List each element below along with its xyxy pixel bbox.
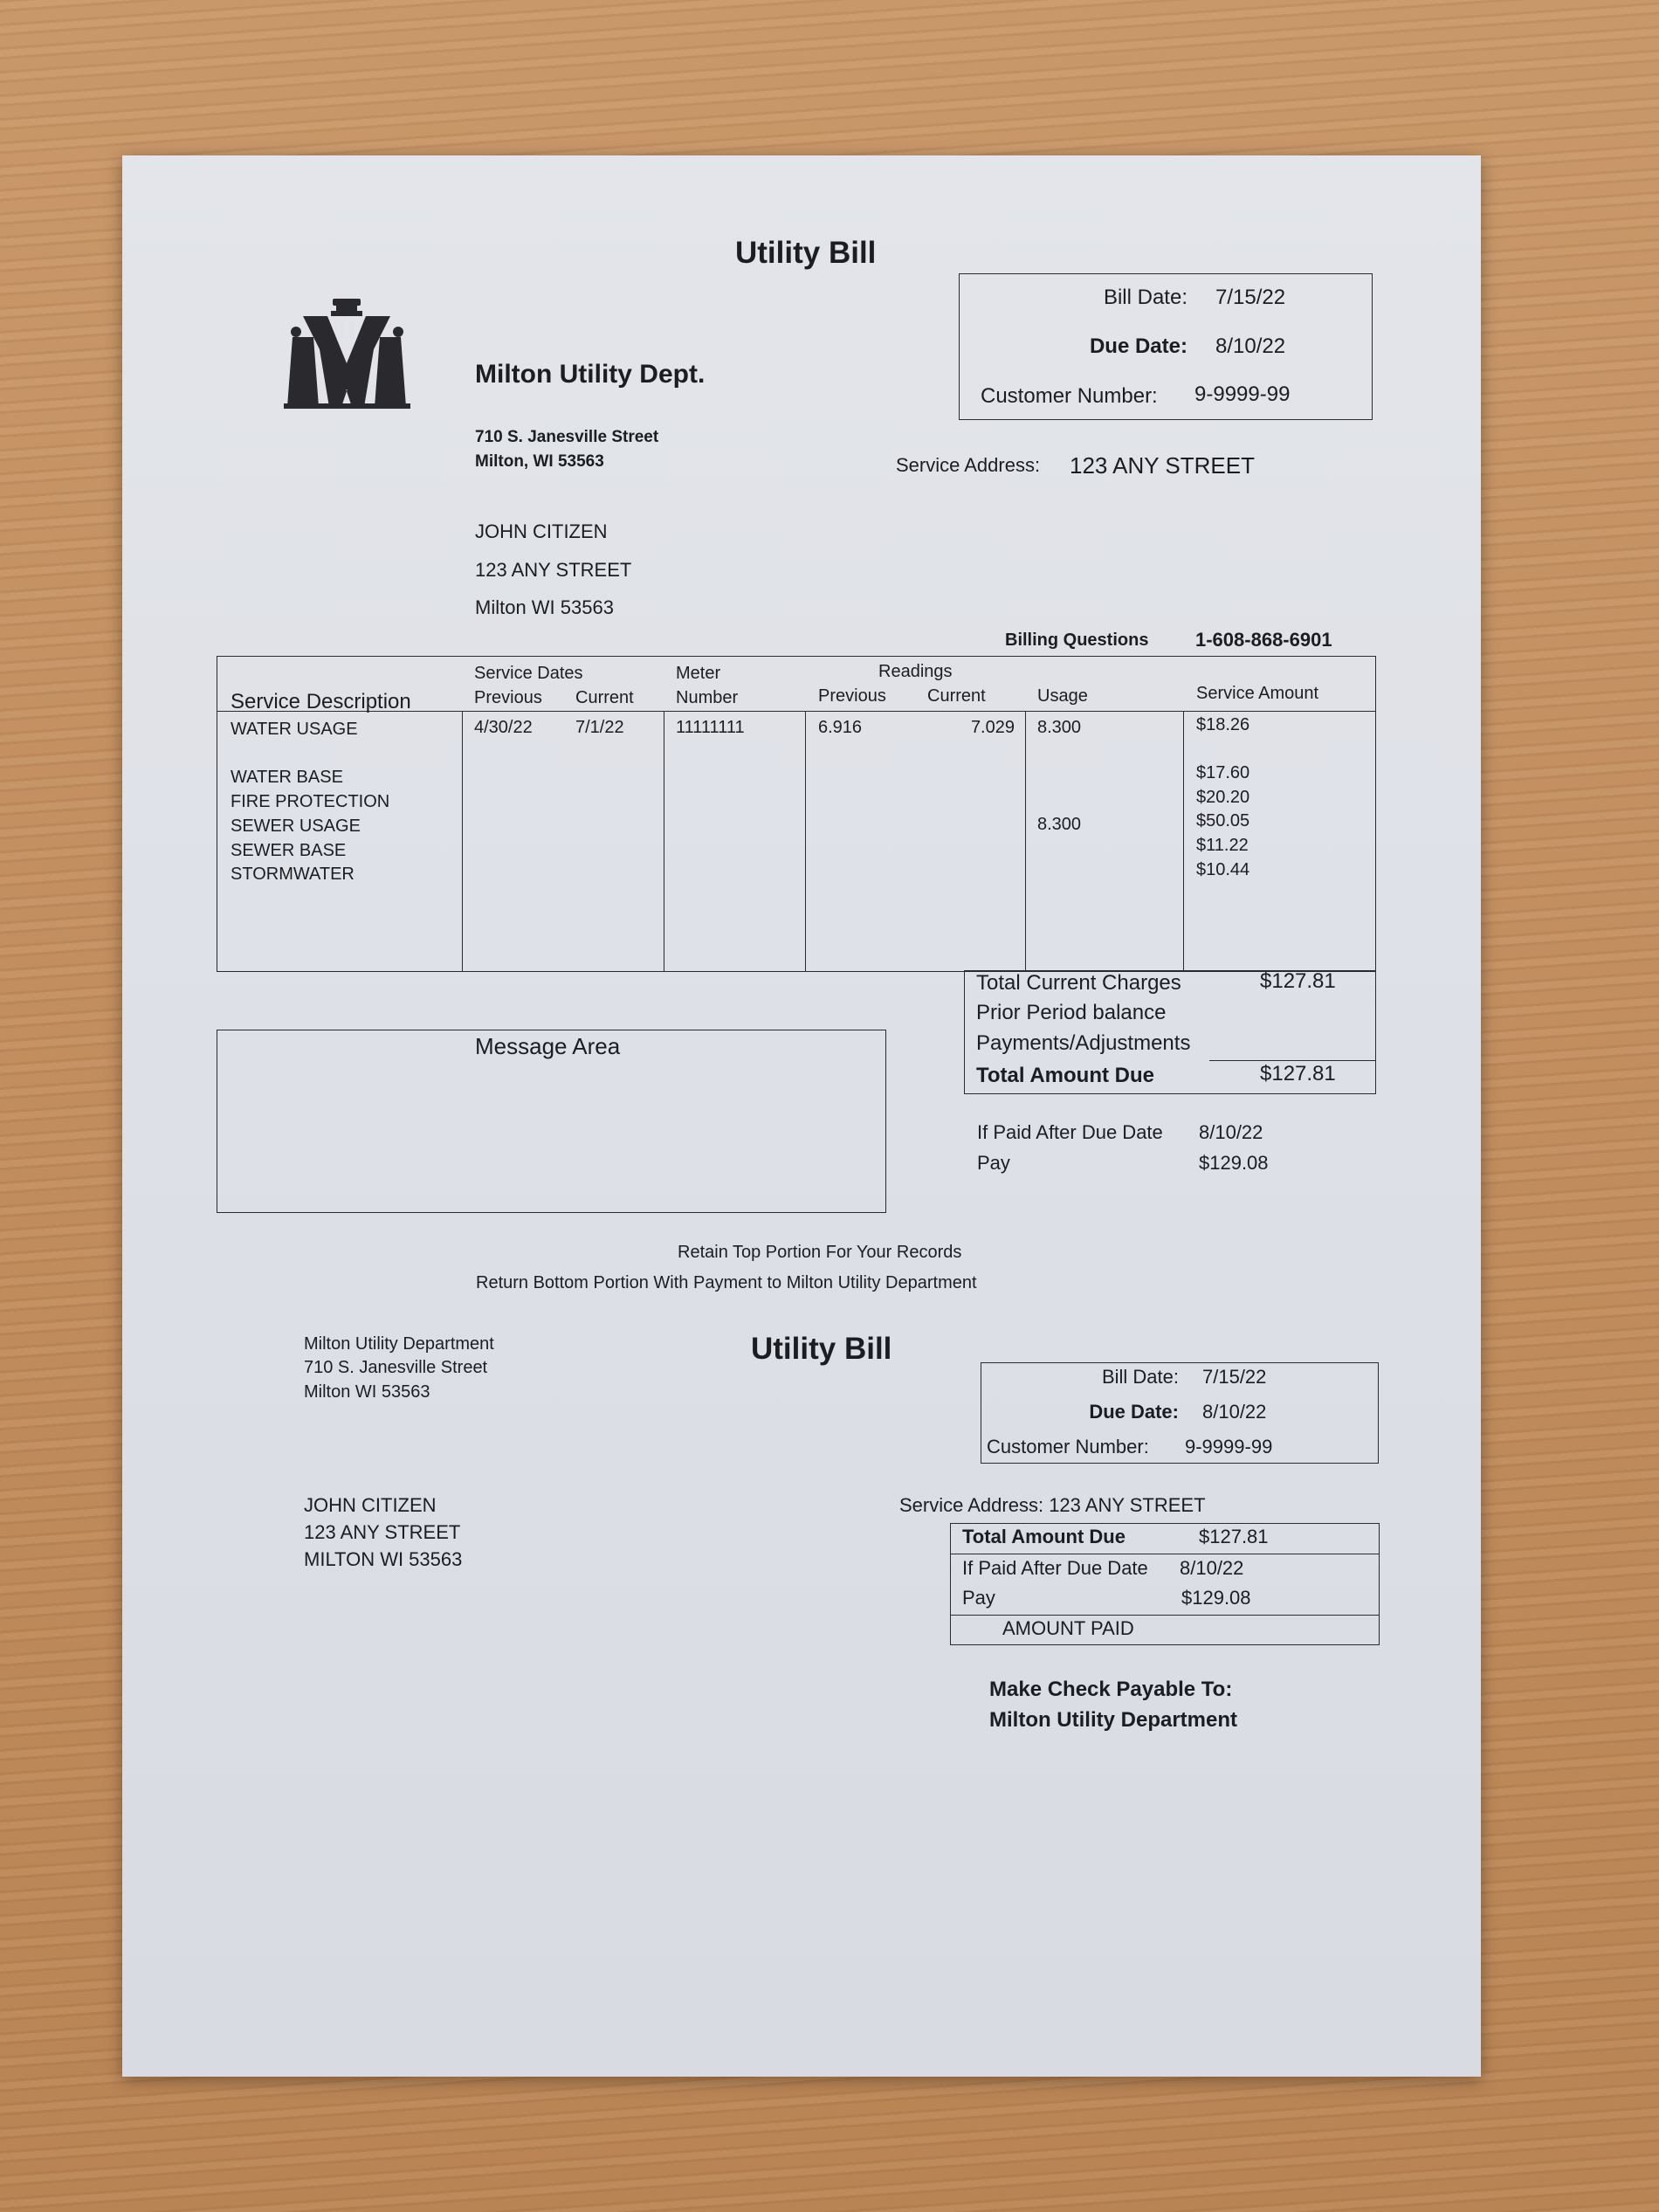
stub-customer-city: MILTON WI 53563: [304, 1548, 463, 1570]
header-dates-previous: Previous: [474, 688, 542, 707]
header-usage: Usage: [1037, 686, 1088, 706]
header-readings-current: Current: [927, 686, 986, 706]
header-dates-current: Current: [575, 688, 634, 707]
totals-rule: [1209, 1060, 1376, 1061]
check-payable-name: Milton Utility Department: [989, 1708, 1238, 1732]
customer-name: JOHN CITIZEN: [475, 520, 608, 542]
stub-pay-amount: $129.08: [1181, 1587, 1251, 1609]
row-amount: $11.22: [1196, 836, 1249, 855]
stub-customer-street: 123 ANY STREET: [304, 1521, 461, 1543]
row-amount: $10.44: [1196, 860, 1250, 879]
stub-dept-street: 710 S. Janesville Street: [304, 1358, 488, 1377]
retain-note: Retain Top Portion For Your Records: [678, 1243, 962, 1262]
row-usage: 8.300: [1037, 718, 1082, 737]
pay-label: Pay: [977, 1152, 1010, 1174]
header-number: Number: [676, 688, 739, 707]
if-paid-after-label: If Paid After Due Date: [977, 1121, 1163, 1143]
stub-bill-date-label: Bill Date:: [1101, 1366, 1179, 1388]
stub-customer-number-value: 9-9999-99: [1185, 1436, 1273, 1457]
stub-if-paid-after-label: If Paid After Due Date: [962, 1557, 1148, 1579]
header-readings-previous: Previous: [818, 686, 886, 706]
stub-customer-number-label: Customer Number:: [987, 1436, 1149, 1457]
header-service-amount: Service Amount: [1196, 684, 1319, 703]
row-description: SEWER BASE: [231, 841, 347, 860]
row-meter-number: 11111111: [676, 718, 745, 737]
row-cur-date: 7/1/22: [575, 718, 624, 737]
row-usage: 8.300: [1037, 815, 1082, 834]
row-amount: $20.20: [1196, 788, 1250, 807]
dept-address-line1: 710 S. Janesville Street: [475, 428, 659, 446]
row-amount: $17.60: [1196, 763, 1250, 782]
service-address-value: 123 ANY STREET: [1070, 452, 1255, 479]
total-due-label: Total Amount Due: [976, 1064, 1154, 1087]
stub-due-date-label: Due Date:: [1089, 1401, 1179, 1423]
header-meter: Meter: [676, 664, 721, 683]
total-current-label: Total Current Charges: [976, 971, 1181, 995]
stub-title: Utility Bill: [751, 1332, 892, 1366]
row-description: FIRE PROTECTION: [231, 792, 390, 811]
stub-customer-name: JOHN CITIZEN: [304, 1494, 437, 1516]
prior-balance-label: Prior Period balance: [976, 1001, 1167, 1024]
col-rule: [1183, 711, 1184, 972]
stub-due-date-value: 8/10/22: [1202, 1401, 1267, 1423]
header-service-description: Service Description: [231, 690, 411, 713]
stub-if-paid-after-date: 8/10/22: [1180, 1557, 1244, 1579]
row-prev-date: 4/30/22: [474, 718, 533, 737]
row-description: WATER BASE: [231, 768, 343, 787]
dept-name: Milton Utility Dept.: [475, 360, 706, 389]
return-note: Return Bottom Portion With Payment to Milton Utility Department: [476, 1273, 977, 1292]
col-rule: [1025, 711, 1026, 972]
row-description: SEWER USAGE: [231, 817, 361, 836]
bill-date-value: 7/15/22: [1215, 286, 1286, 309]
col-rule: [462, 711, 463, 972]
stub-rule: [950, 1615, 1380, 1616]
row-amount: $18.26: [1196, 715, 1250, 734]
stub-service-address: Service Address: 123 ANY STREET: [899, 1494, 1206, 1516]
check-payable-label: Make Check Payable To:: [989, 1678, 1233, 1701]
row-prev-reading: 6.916: [818, 718, 863, 737]
bill-date-label: Bill Date:: [1103, 286, 1187, 309]
customer-city: Milton WI 53563: [475, 596, 614, 618]
bill-title: Utility Bill: [735, 236, 877, 270]
customer-number-label: Customer Number:: [981, 384, 1158, 408]
stub-dept-city: Milton WI 53563: [304, 1382, 430, 1402]
pay-amount: $129.08: [1199, 1152, 1269, 1174]
payments-adjustments-label: Payments/Adjustments: [976, 1031, 1191, 1055]
customer-street: 123 ANY STREET: [475, 559, 632, 581]
row-description: WATER USAGE: [231, 720, 358, 739]
row-cur-reading: 7.029: [970, 718, 1015, 737]
utility-bill-paper: [122, 155, 1481, 2077]
stub-bill-date-value: 7/15/22: [1202, 1366, 1267, 1388]
billing-questions-label: Billing Questions: [1005, 631, 1149, 650]
header-service-dates: Service Dates: [474, 664, 583, 683]
due-date-value: 8/10/22: [1215, 334, 1286, 358]
stub-pay-label: Pay: [962, 1587, 995, 1609]
col-rule: [805, 711, 806, 972]
stub-amount-paid-label: AMOUNT PAID: [1002, 1617, 1134, 1639]
customer-number-value: 9-9999-99: [1194, 382, 1291, 406]
service-address-label: Service Address:: [896, 454, 1041, 476]
due-date-label: Due Date:: [1089, 334, 1187, 358]
row-amount: $50.05: [1196, 811, 1250, 830]
message-area-label: Message Area: [475, 1033, 621, 1059]
row-description: STORMWATER: [231, 865, 355, 884]
header-readings: Readings: [878, 662, 953, 681]
total-current-value: $127.81: [1260, 969, 1336, 993]
if-paid-after-date: 8/10/22: [1199, 1121, 1263, 1143]
stub-dept-name: Milton Utility Department: [304, 1334, 494, 1354]
dept-address-line2: Milton, WI 53563: [475, 452, 604, 471]
milton-monogram-logo: [284, 293, 410, 416]
total-due-value: $127.81: [1260, 1062, 1336, 1085]
billing-questions-phone: 1-608-868-6901: [1195, 629, 1332, 651]
stub-total-due-label: Total Amount Due: [962, 1526, 1126, 1547]
stub-total-due-value: $127.81: [1199, 1526, 1269, 1547]
